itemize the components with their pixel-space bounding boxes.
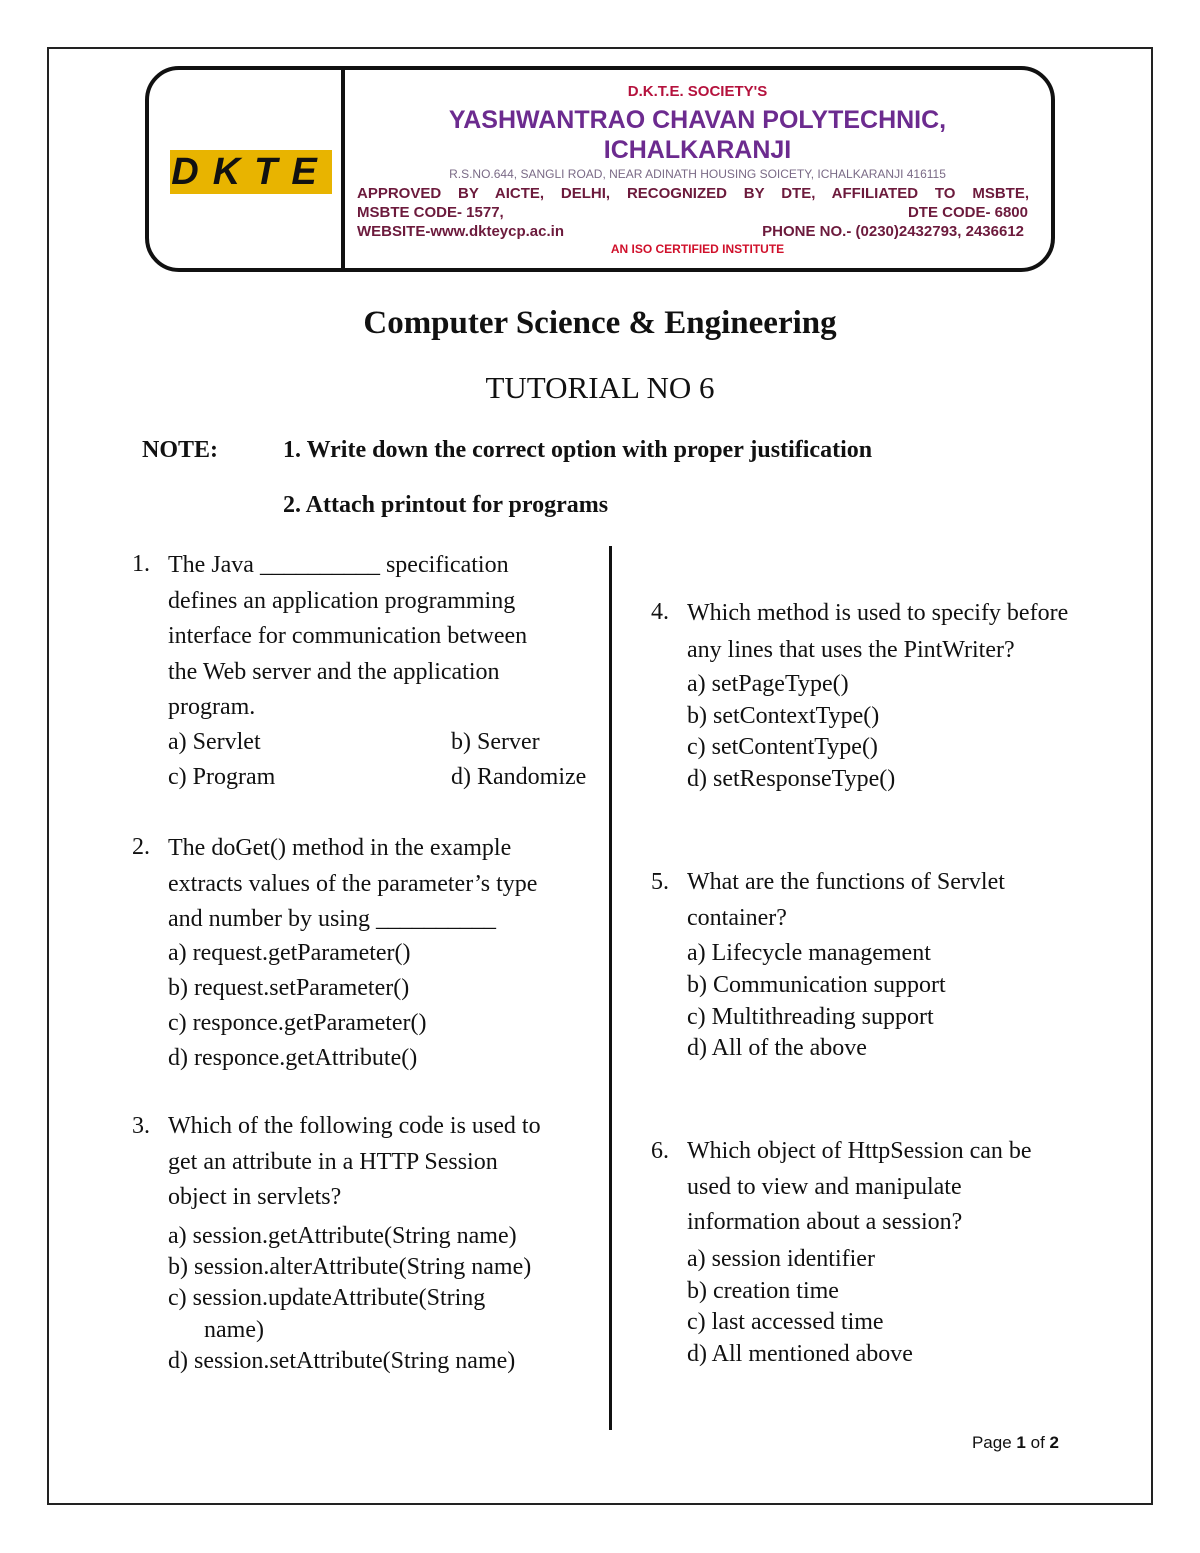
- phone-number: PHONE NO.- (0230)2432793, 2436612: [762, 223, 1024, 240]
- question-line: What are the functions of Servlet: [687, 869, 1005, 895]
- note-label: NOTE:: [142, 437, 219, 463]
- question-line: the Web server and the application: [168, 658, 500, 685]
- option-c: c) session.updateAttribute(String: [168, 1285, 486, 1311]
- option-a: a) session identifier: [687, 1246, 875, 1272]
- option-d: d) setResponseType(): [687, 766, 896, 792]
- question-line: used to view and manipulate: [687, 1173, 962, 1200]
- question-text: [168, 831, 537, 938]
- msbte-code: MSBTE CODE- 1577,: [357, 204, 504, 221]
- option-b: b) creation time: [687, 1278, 839, 1304]
- option-a: a) Lifecycle management: [687, 940, 931, 966]
- question-line: container?: [687, 904, 787, 931]
- question-text: [168, 548, 527, 726]
- question-line: and number by using __________: [168, 906, 496, 932]
- of-word: of: [1030, 1433, 1045, 1452]
- question-line: information about a session?: [687, 1209, 963, 1235]
- question-number: 6.: [651, 1138, 669, 1164]
- option-a: a) Servlet: [168, 729, 261, 755]
- option-b: b) setContextType(): [687, 703, 880, 729]
- approval-line: APPROVED BY AICTE, DELHI, RECOGNIZED BY DTE, AFFILIATED TO MSBTE,: [357, 185, 1029, 202]
- option-c-continued: name): [204, 1317, 264, 1343]
- college-name-line2: ICHALKARANJI: [603, 136, 792, 164]
- option-c: c) Multithreading support: [687, 1004, 934, 1030]
- question-text: [687, 595, 1068, 669]
- tutorial-title: TUTORIAL NO 6: [485, 370, 715, 405]
- option-c: c) setContentType(): [687, 734, 878, 760]
- dkte-logo: DKTE: [171, 151, 331, 193]
- society-name: D.K.T.E. SOCIETY'S: [627, 83, 768, 100]
- question-number: 2.: [132, 834, 150, 860]
- page-number: 1: [1016, 1433, 1026, 1452]
- option-d: d) Randomize: [451, 764, 587, 790]
- question-text: [687, 1134, 1032, 1241]
- option-d: d) session.setAttribute(String name): [168, 1348, 516, 1374]
- page-total: 2: [1049, 1433, 1059, 1452]
- note-item-1: 1. Write down the correct option with proper justification: [283, 437, 873, 463]
- option-d: d) responce.getAttribute(): [168, 1045, 418, 1071]
- college-address: R.S.NO.644, SANGLI ROAD, NEAR ADINATH HOUSING SOICETY, ICHALKARANJI 416115: [449, 167, 946, 181]
- option-b: b) Communication support: [687, 972, 946, 998]
- option-a: a) session.getAttribute(String name): [168, 1223, 517, 1249]
- option-c: c) last accessed time: [687, 1309, 884, 1335]
- option-b: b) Server: [451, 729, 540, 755]
- question-line: Which method is used to specify before: [687, 600, 1069, 626]
- option-a: a) request.getParameter(): [168, 940, 411, 966]
- option-d: d) All of the above: [687, 1035, 867, 1061]
- question-line: any lines that uses the PintWriter?: [687, 637, 1015, 663]
- option-c: c) responce.getParameter(): [168, 1010, 427, 1036]
- question-line: The Java __________ specification: [168, 552, 509, 578]
- question-line: The doGet() method in the example: [168, 835, 512, 861]
- column-divider: [609, 546, 612, 1430]
- question-line: Which object of HttpSession can be: [687, 1138, 1032, 1164]
- question-line: program.: [168, 694, 256, 720]
- question-text: [687, 865, 1005, 936]
- question-text: [168, 1109, 541, 1216]
- question-line: defines an application programming: [168, 587, 516, 614]
- question-line: get an attribute in a HTTP Session: [168, 1148, 498, 1175]
- question-line: object in servlets?: [168, 1184, 342, 1210]
- option-b: b) request.setParameter(): [168, 975, 410, 1001]
- option-a: a) setPageType(): [687, 671, 849, 697]
- question-number: 3.: [132, 1113, 150, 1139]
- page-footer: [972, 1433, 1059, 1453]
- website: WEBSITE-www.dkteycp.ac.in: [357, 223, 564, 240]
- question-line: extracts values of the parameter’s type: [168, 870, 538, 897]
- dte-code: DTE CODE- 6800: [907, 204, 1028, 221]
- page-word: Page: [971, 1433, 1012, 1452]
- question-line: interface for communication between: [168, 623, 528, 649]
- college-name-line1: YASHWANTRAO CHAVAN POLYTECHNIC,: [448, 106, 947, 134]
- iso-label: AN ISO CERTIFIED INSTITUTE: [610, 242, 785, 256]
- option-b: b) session.alterAttribute(String name): [168, 1254, 532, 1280]
- question-number: 1.: [132, 551, 150, 577]
- question-line: Which of the following code is used to: [168, 1113, 541, 1139]
- option-d: d) All mentioned above: [687, 1341, 913, 1367]
- question-number: 5.: [651, 869, 669, 895]
- department-title: Computer Science & Engineering: [363, 305, 837, 341]
- note-item-2: 2. Attach printout for programs: [283, 492, 609, 518]
- question-number: 4.: [651, 599, 669, 625]
- option-c: c) Program: [168, 764, 276, 790]
